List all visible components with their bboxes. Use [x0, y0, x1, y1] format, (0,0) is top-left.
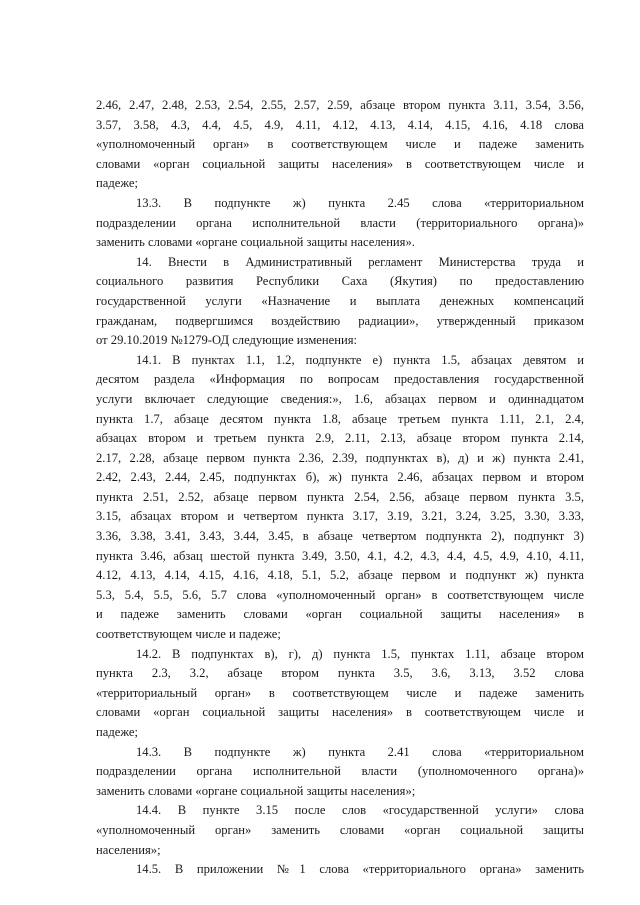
text-line: заменить словами «органе социальной защиты населения». — [96, 235, 415, 250]
text-line: пункта 2.3, 3.2, абзаце втором пункта 3.5, 3.6, 3.13, 3.52 слова — [96, 666, 584, 681]
text-line: 3.57, 3.58, 4.3, 4.4, 4.5, 4.9, 4.11, 4.12, 4.13, 4.14, 4.15, 4.16, 4.18 слова — [96, 117, 584, 132]
text-line: подразделении органа исполнительной власти (территориального органа)» — [96, 215, 584, 230]
text-line: 13.3. В подпункте ж) пункта 2.45 слова «территориальном — [136, 195, 584, 210]
text-line: десятом раздела «Информация по вопросам предоставления государственной — [96, 372, 584, 387]
text-line: гражданам, подвергшимся воздействию радиации», утвержденный приказом — [96, 313, 584, 328]
text-line: 14.3. В подпункте ж) пункта 2.41 слова «территориальном — [136, 744, 584, 759]
text-line: «уполномоченный орган» заменить словами «орган социальной защиты — [96, 822, 584, 837]
text-line: от 29.10.2019 №1279-ОД следующие изменения: — [96, 333, 357, 348]
text-line: соответствующем числе и падеже; — [96, 627, 281, 642]
text-line: пункта 1.7, абзаце десятом пункта 1.8, абзаце третьем пункта 1.11, 2.1, 2.4, — [96, 411, 584, 426]
text-line: 2.46, 2.47, 2.48, 2.53, 2.54, 2.55, 2.57, 2.59, абзаце втором пункта 3.11, 3.54, 3.56, — [96, 98, 584, 112]
text-line: падеже; — [96, 725, 138, 739]
text-line: 14.4. В пункте 3.15 после слов «государственной услуги» слова — [136, 803, 584, 818]
text-line: пункта 3.46, абзац шестой пункта 3.49, 3.50, 4.1, 4.2, 4.3, 4.4, 4.5, 4.9, 4.10, 4.11, — [96, 548, 584, 563]
text-line: «уполномоченный орган» в соответствующем числе и падеже заменить — [96, 137, 584, 152]
text-line: 14.1. В пунктах 1.1, 1.2, подпункте е) пункта 1.5, абзацах девятом и — [136, 352, 584, 367]
text-line: 14. Внести в Административный регламент Министерства труда и — [136, 254, 584, 269]
text-line: словами «орган социальной защиты населения» в соответствующем числе и — [96, 156, 584, 171]
text-line: словами «орган социальной защиты населения» в соответствующем числе и — [96, 705, 584, 720]
text-line: 3.15, абзацах втором и четвертом пункта 3.17, 3.19, 3.21, 3.24, 3.25, 3.30, 3.33, — [96, 509, 584, 524]
text-line: 2.17, 2.28, абзаце первом пункта 2.36, 2.39, подпунктах в), д) и ж) пункта 2.41, — [96, 450, 584, 465]
text-line: населения»; — [96, 842, 161, 857]
text-line: пункта 2.51, 2.52, абзаце первом пункта 2.54, 2.56, абзаце первом пункта 3.5, — [96, 489, 584, 504]
document-body — [96, 96, 584, 880]
text-line: подразделении органа исполнительной власти (уполномоченного органа)» — [96, 764, 584, 779]
text-line: государственной услуги «Назначение и выплата денежных компенсаций — [96, 293, 584, 308]
text-line: 14.5. В приложении №1 слова «территориального органа» заменить — [136, 862, 584, 877]
text-line: падеже; — [96, 176, 138, 191]
text-line: услуги включает следующие сведения:», 1.6, абзацах первом и одиннадцатом — [96, 391, 584, 406]
text-line: 4.12, 4.13, 4.14, 4.15, 4.16, 4.18, 5.1, 5.2, абзаце первом и подпункт ж) пункта — [96, 568, 584, 583]
text-line: социального развития Республики Саха (Якутия) по предоставлению — [96, 274, 584, 289]
text-line: и падеже заменить словами «орган социальной защиты населения» в — [96, 607, 584, 622]
text-line: заменить словами «органе социальной защиты населения»; — [96, 783, 416, 798]
text-line: 3.36, 3.38, 3.41, 3.43, 3.44, 3.45, в абзаце четвертом подпункта 2), подпункт 3) — [96, 529, 584, 544]
text-line: 5.3, 5.4, 5.5, 5.6, 5.7 слова «уполномоченный орган» в соответствующем числе — [96, 587, 584, 602]
document-page — [96, 96, 584, 880]
text-line: 2.42, 2.43, 2.44, 2.45, подпунктах б), ж) пункта 2.46, абзацах первом и втором — [96, 470, 584, 485]
text-line: абзацах втором и третьем пункта 2.9, 2.11, 2.13, абзаце втором пункта 2.14, — [96, 431, 584, 446]
text-line: «территориальный орган» в соответствующем числе и падеже заменить — [96, 685, 584, 700]
text-line: 14.2. В подпунктах в), г), д) пункта 1.5, пунктах 1.11, абзаце втором — [136, 646, 584, 661]
